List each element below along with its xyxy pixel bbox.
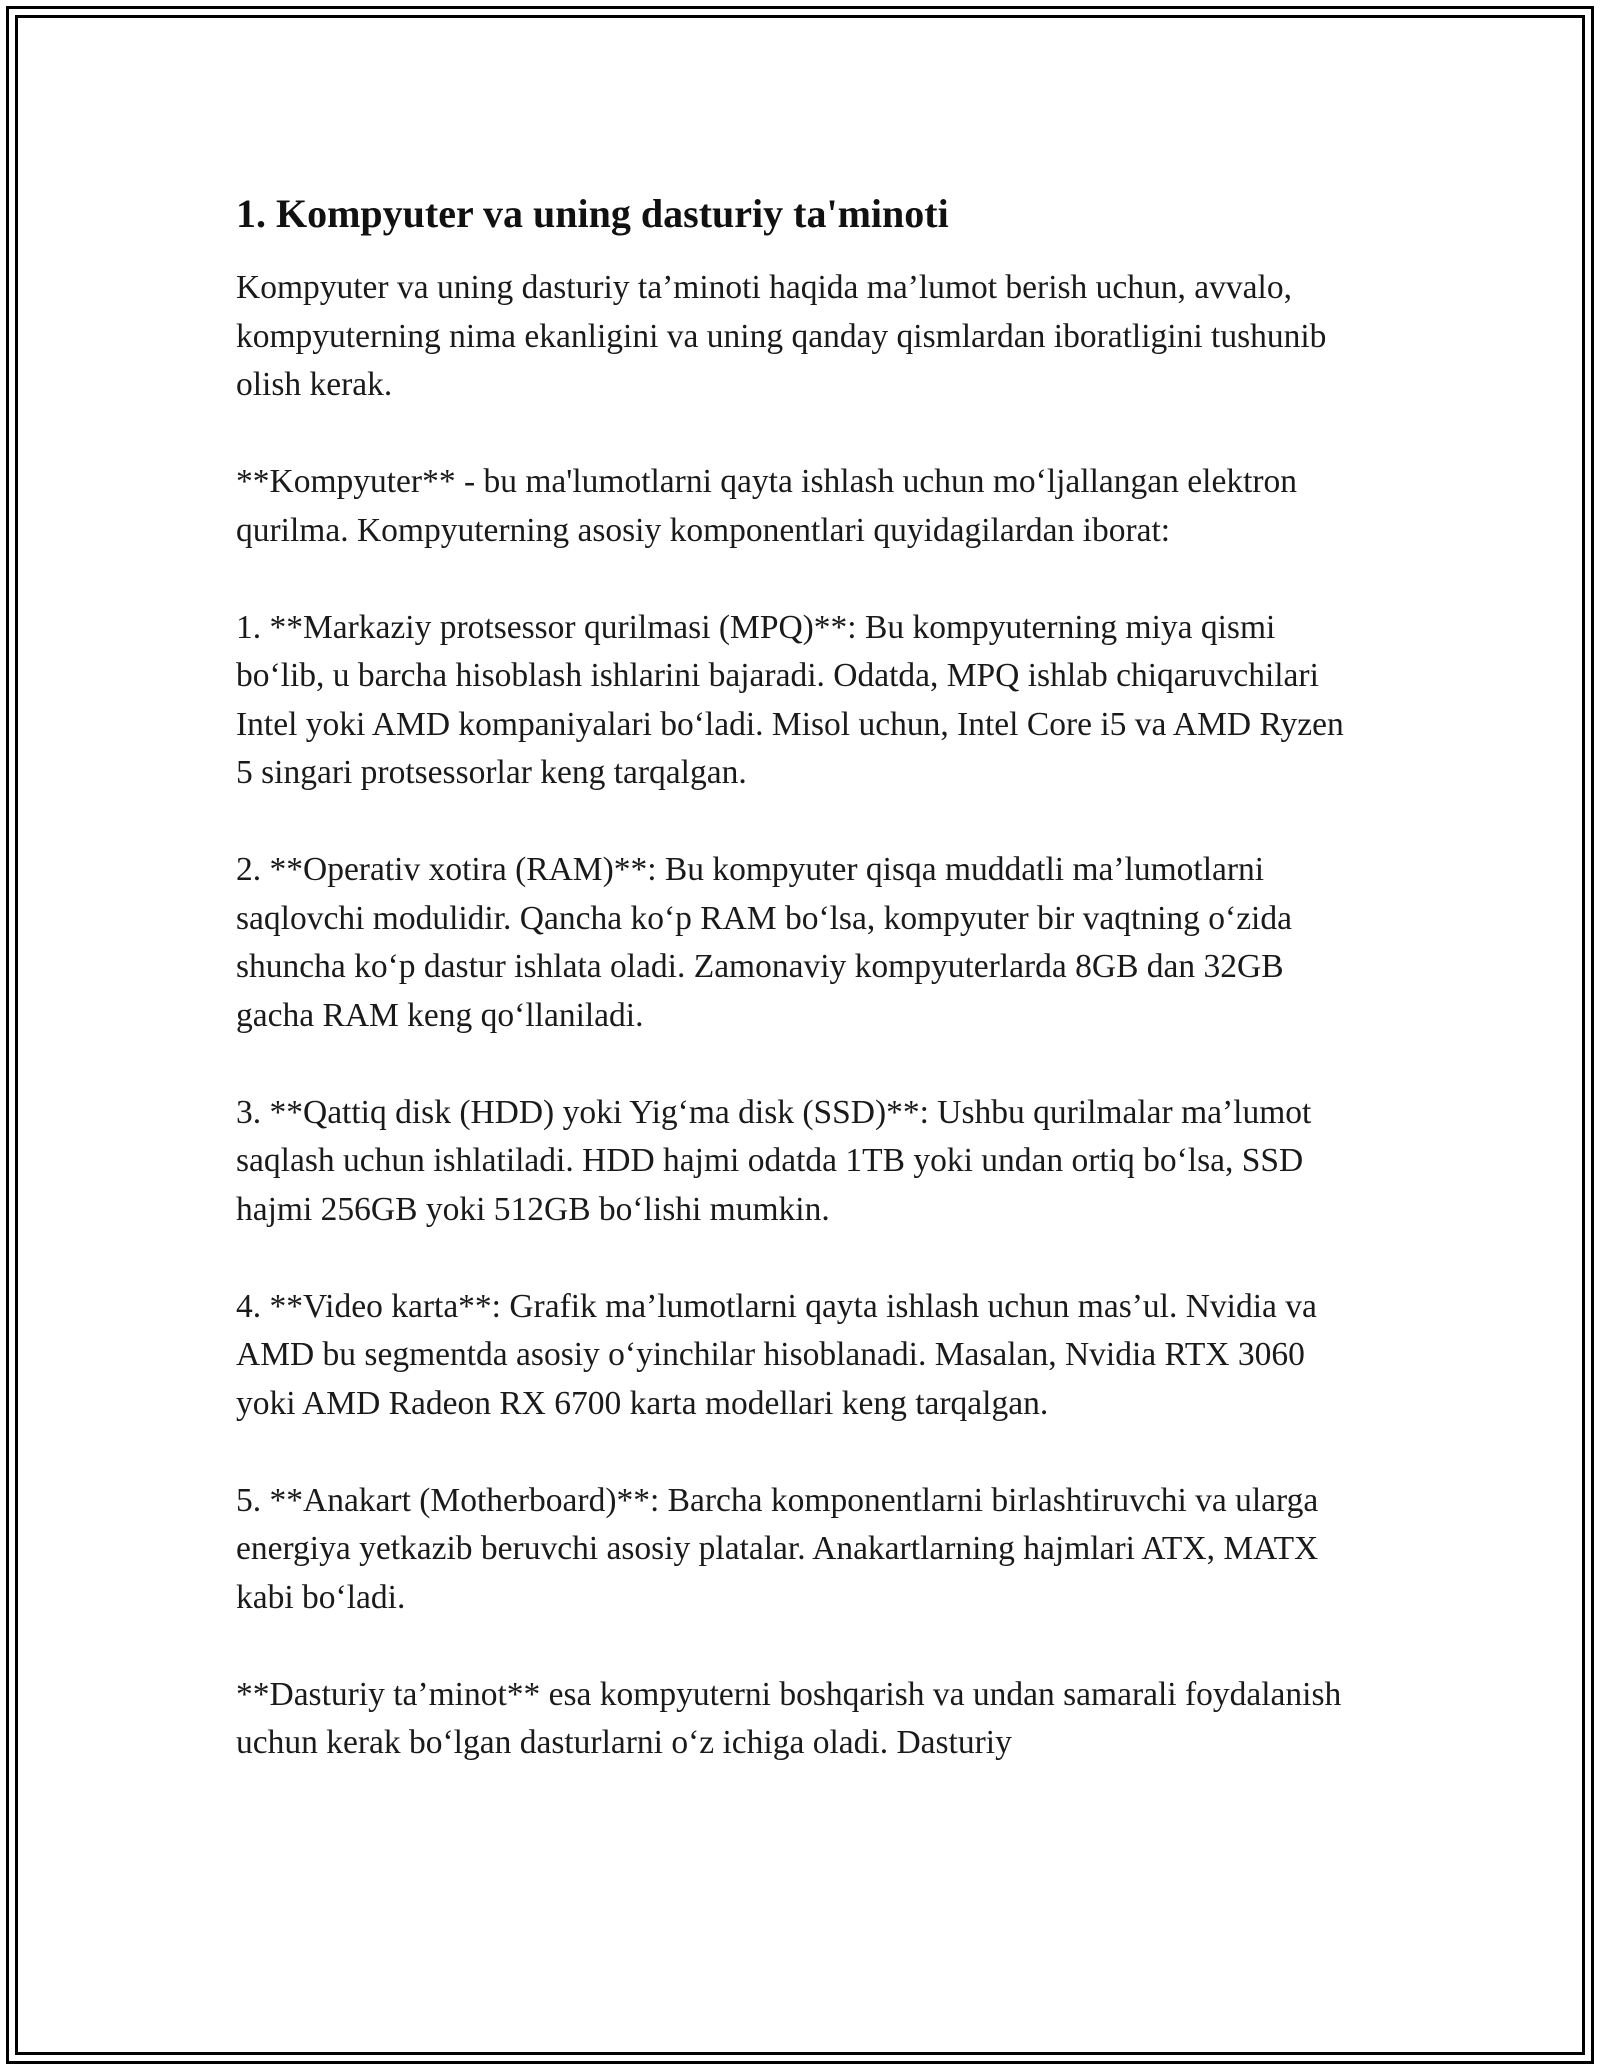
video-card-paragraph: 4. **Video karta**: Grafik ma’lumotlarni qayta ishlash uchun mas’ul. Nvidia va AMD bu segmentda asosiy oʻyinchilar hisoblanadi. Masalan, Nvidia RTX 3060 yoki AMD Radeon RX 6700 karta modellari keng tarqalgan. — [236, 1287, 1317, 1422]
section-heading: 1. Kompyuter va uning dasturiy ta'minoti — [236, 191, 949, 236]
ram-paragraph: 2. **Operativ xotira (RAM)**: Bu kompyuter qisqa muddatli ma’lumotlarni saqlovchi modulidir. Qancha koʻp RAM boʻlsa, kompyuter bir vaqtning oʻzida shuncha koʻp dastur ishlata oladi. Zamonaviy kompyuterlarda 8GB dan 32GB gacha RAM keng qoʻllaniladi. — [236, 851, 1292, 1034]
cpu-paragraph: 1. **Markaziy protsessor qurilmasi (MPQ)**: Bu kompyuterning miya qismi boʻlib, u barcha hisoblash ishlarini bajaradi. Odatda, MPQ ishlab chiqaruvchilari Intel yoki AMD kompaniyalari boʻladi. Misol uchun, Intel Core i5 va AMD Ryzen 5 singari protsessorlar keng tarqalgan. — [236, 608, 1344, 791]
document-body — [236, 188, 1366, 1816]
intro-paragraph: Kompyuter va uning dasturiy ta’minoti haqida ma’lumot berish uchun, avvalo, kompyuterning nima ekanligini va uning qanday qismlardan iboratligini tushunib olish kerak. — [236, 269, 1327, 403]
computer-definition-paragraph: **Kompyuter** - bu ma'lumotlarni qayta ishlash uchun moʻljallangan elektron qurilma. Kompyuterning asosiy komponentlari quyidagilardan iborat: — [236, 463, 1298, 549]
software-paragraph: **Dasturiy ta’minot** esa kompyuterni boshqarish va undan samarali foydalanish uchun kerak boʻlgan dasturlarni oʻz ichiga oladi. Dasturiy — [236, 1675, 1342, 1761]
motherboard-paragraph: 5. **Anakart (Motherboard)**: Barcha komponentlarni birlashtiruvchi va ularga energiya yetkazib beruvchi asosiy platalar. Anakartlarning hajmlari ATX, MATX kabi boʻladi. — [236, 1481, 1319, 1616]
storage-paragraph: 3. **Qattiq disk (HDD) yoki Yigʻma disk (SSD)**: Ushbu qurilmalar ma’lumot saqlash uchun ishlatiladi. HDD hajmi odatda 1TB yoki undan ortiq boʻlsa, SSD hajmi 256GB yoki 512GB boʻlishi mumkin. — [236, 1093, 1312, 1228]
